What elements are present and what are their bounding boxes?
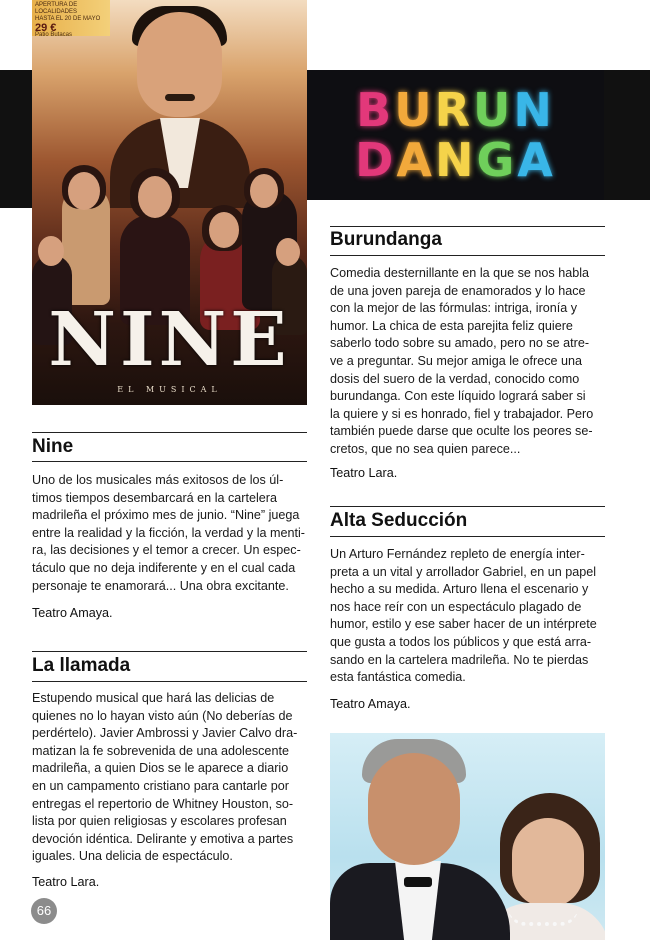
- llamada-body: [32, 690, 307, 866]
- body-line: hecho a su medida. Arturo llena el escenario y: [330, 582, 589, 597]
- poster-ticket-strip: [32, 0, 110, 36]
- poster-woman-face: [276, 238, 300, 266]
- logo-line-bottom: [355, 135, 556, 185]
- body-line: matizan la fe sobrevenida de una adolescente: [32, 743, 289, 758]
- body-line: ra, las decisiones y el temor a crecer. Un espec-: [32, 543, 301, 558]
- logo-letter: A: [517, 133, 556, 187]
- body-line: burundanga. Con este líquido logrará saber si: [330, 389, 586, 404]
- body-line: táculo que no deja indiferente y en el cual cada: [32, 560, 296, 575]
- body-line: humor. La chica de esta parejita feliz quiere: [330, 318, 573, 333]
- burundanga-heading-rule-bottom: [330, 255, 605, 256]
- photo-man-face: [368, 753, 460, 865]
- poster-price: 29 €: [35, 22, 57, 34]
- body-line: cretos, que no sea quien parece...: [330, 441, 521, 456]
- body-line: devoción idéntica. Delirante y emotiva a partes: [32, 831, 294, 846]
- body-line: Comedia desternillante en la que se nos habla: [330, 266, 590, 280]
- burundanga-logo-image: [307, 70, 604, 200]
- body-line: perdértelo). Javier Ambrossi y Javier Calvo dra-: [32, 726, 298, 741]
- body-line: entregas el repertorio de Whitney Houston, so-: [32, 796, 294, 811]
- body-line: humor, estilo y ese saber hacer de un intérprete: [330, 617, 597, 632]
- body-line: timos tiempos desembarcará en la cartelera: [32, 490, 277, 505]
- llamada-heading: La llamada: [32, 655, 131, 676]
- photo-woman-face: [512, 818, 584, 908]
- body-line: sando en la cartelera madrileña. No te pierdas: [330, 652, 589, 667]
- body-line: madrileña el próximo mes de junio. “Nine” juega: [32, 508, 300, 523]
- body-line: lista por quien religiosas y escolares profesan: [32, 814, 287, 829]
- logo-line-top: [356, 85, 555, 135]
- poster-strip-line: APERTURA DE LOCALIDADES: [35, 2, 78, 15]
- poster-subtitle: EL MUSICAL: [117, 385, 222, 394]
- body-line: quienes no lo hayan visto aún (No deberías de: [32, 708, 293, 723]
- body-line: Uno de los musicales más exitosos de los úl-: [32, 473, 284, 487]
- logo-letter: A: [396, 133, 435, 187]
- nine-heading-rule-top: [32, 432, 307, 433]
- body-line: madrileña, a quien Dios se le aparece a diario: [32, 761, 289, 776]
- poster-strip-line: HASTA EL 20 DE MAYO: [35, 16, 101, 22]
- body-line: iguales. Una delicia de espectáculo.: [32, 849, 233, 864]
- burundanga-heading-rule-top: [330, 226, 605, 227]
- photo-man-bowtie: [404, 877, 432, 887]
- llamada-heading-rule-top: [32, 651, 307, 652]
- poster-title: NINE: [48, 297, 291, 383]
- poster-man-face: [137, 12, 222, 117]
- body-line: personaje te enamorará... Una obra excitante.: [32, 578, 289, 593]
- body-line: la quiere y si es honrado, fiel y trabajador. Pero: [330, 406, 594, 421]
- page-number-badge: 66: [31, 898, 57, 924]
- nine-heading-rule-bottom: [32, 461, 307, 462]
- nine-poster-image: [32, 0, 307, 405]
- photo-pearl-necklace: [508, 908, 578, 926]
- logo-letter: G: [476, 133, 518, 187]
- body-line: entre la realidad y la ficción, la verdad y la menti-: [32, 525, 305, 540]
- logo-letter: B: [356, 83, 395, 137]
- alta-body: [330, 546, 605, 687]
- alta-seduccion-photo: [330, 733, 605, 940]
- alta-heading: Alta Seducción: [330, 510, 468, 531]
- body-line: nos hace reír con un espectáculo plagado de: [330, 599, 582, 614]
- body-line: saberlo todo sobre su amado, pero no se atre-: [330, 336, 590, 351]
- body-line: Estupendo musical que hará las delicias de: [32, 691, 275, 705]
- poster-woman-face: [68, 172, 100, 210]
- burundanga-heading: Burundanga: [330, 229, 442, 250]
- logo-letter: D: [355, 133, 397, 187]
- alta-heading-rule-bottom: [330, 536, 605, 537]
- body-line: que gusta a todos los públicos y que está arra-: [330, 634, 592, 649]
- logo-letter: R: [434, 83, 473, 137]
- poster-woman-face: [209, 212, 239, 248]
- body-line: preta a un vital y arrollador Gabriel, en un papel: [330, 564, 597, 579]
- body-line: esta fantástica comedia.: [330, 670, 466, 685]
- body-line: también puede darse que oculte los peores se-: [330, 424, 593, 439]
- poster-woman-face: [250, 174, 278, 208]
- body-line: de una joven pareja de enamorados y lo hace: [330, 283, 586, 298]
- body-line: Un Arturo Fernández repleto de energía inter-: [330, 547, 585, 561]
- burundanga-body: [330, 265, 605, 459]
- poster-woman-face: [138, 176, 172, 218]
- body-line: en un campamento cristiano para cantarle por: [32, 778, 289, 793]
- llamada-heading-rule-bottom: [32, 681, 307, 682]
- burundanga-venue: Teatro Lara.: [330, 466, 398, 480]
- logo-letter: N: [434, 133, 477, 187]
- nine-venue: Teatro Amaya.: [32, 606, 113, 620]
- llamada-venue: Teatro Lara.: [32, 875, 100, 889]
- nine-body: [32, 472, 307, 595]
- poster-man-mustache: [165, 94, 195, 101]
- alta-venue: Teatro Amaya.: [330, 697, 411, 711]
- right-black-tab: [604, 70, 650, 200]
- logo-letter: U: [394, 83, 435, 137]
- body-line: dosis del suero de la verdad, conocido como: [330, 371, 580, 386]
- body-line: con la mejor de las fórmulas: intriga, ironía y: [330, 301, 578, 316]
- poster-price-note: Patio Butacas: [35, 32, 73, 38]
- nine-heading: Nine: [32, 436, 74, 457]
- alta-heading-rule-top: [330, 506, 605, 507]
- body-line: ve a preguntar. Su mejor amiga le ofrece una: [330, 353, 583, 368]
- poster-woman-face: [38, 236, 64, 266]
- left-black-tab: [0, 70, 33, 208]
- logo-letter: N: [513, 83, 555, 137]
- logo-letter: U: [472, 83, 514, 137]
